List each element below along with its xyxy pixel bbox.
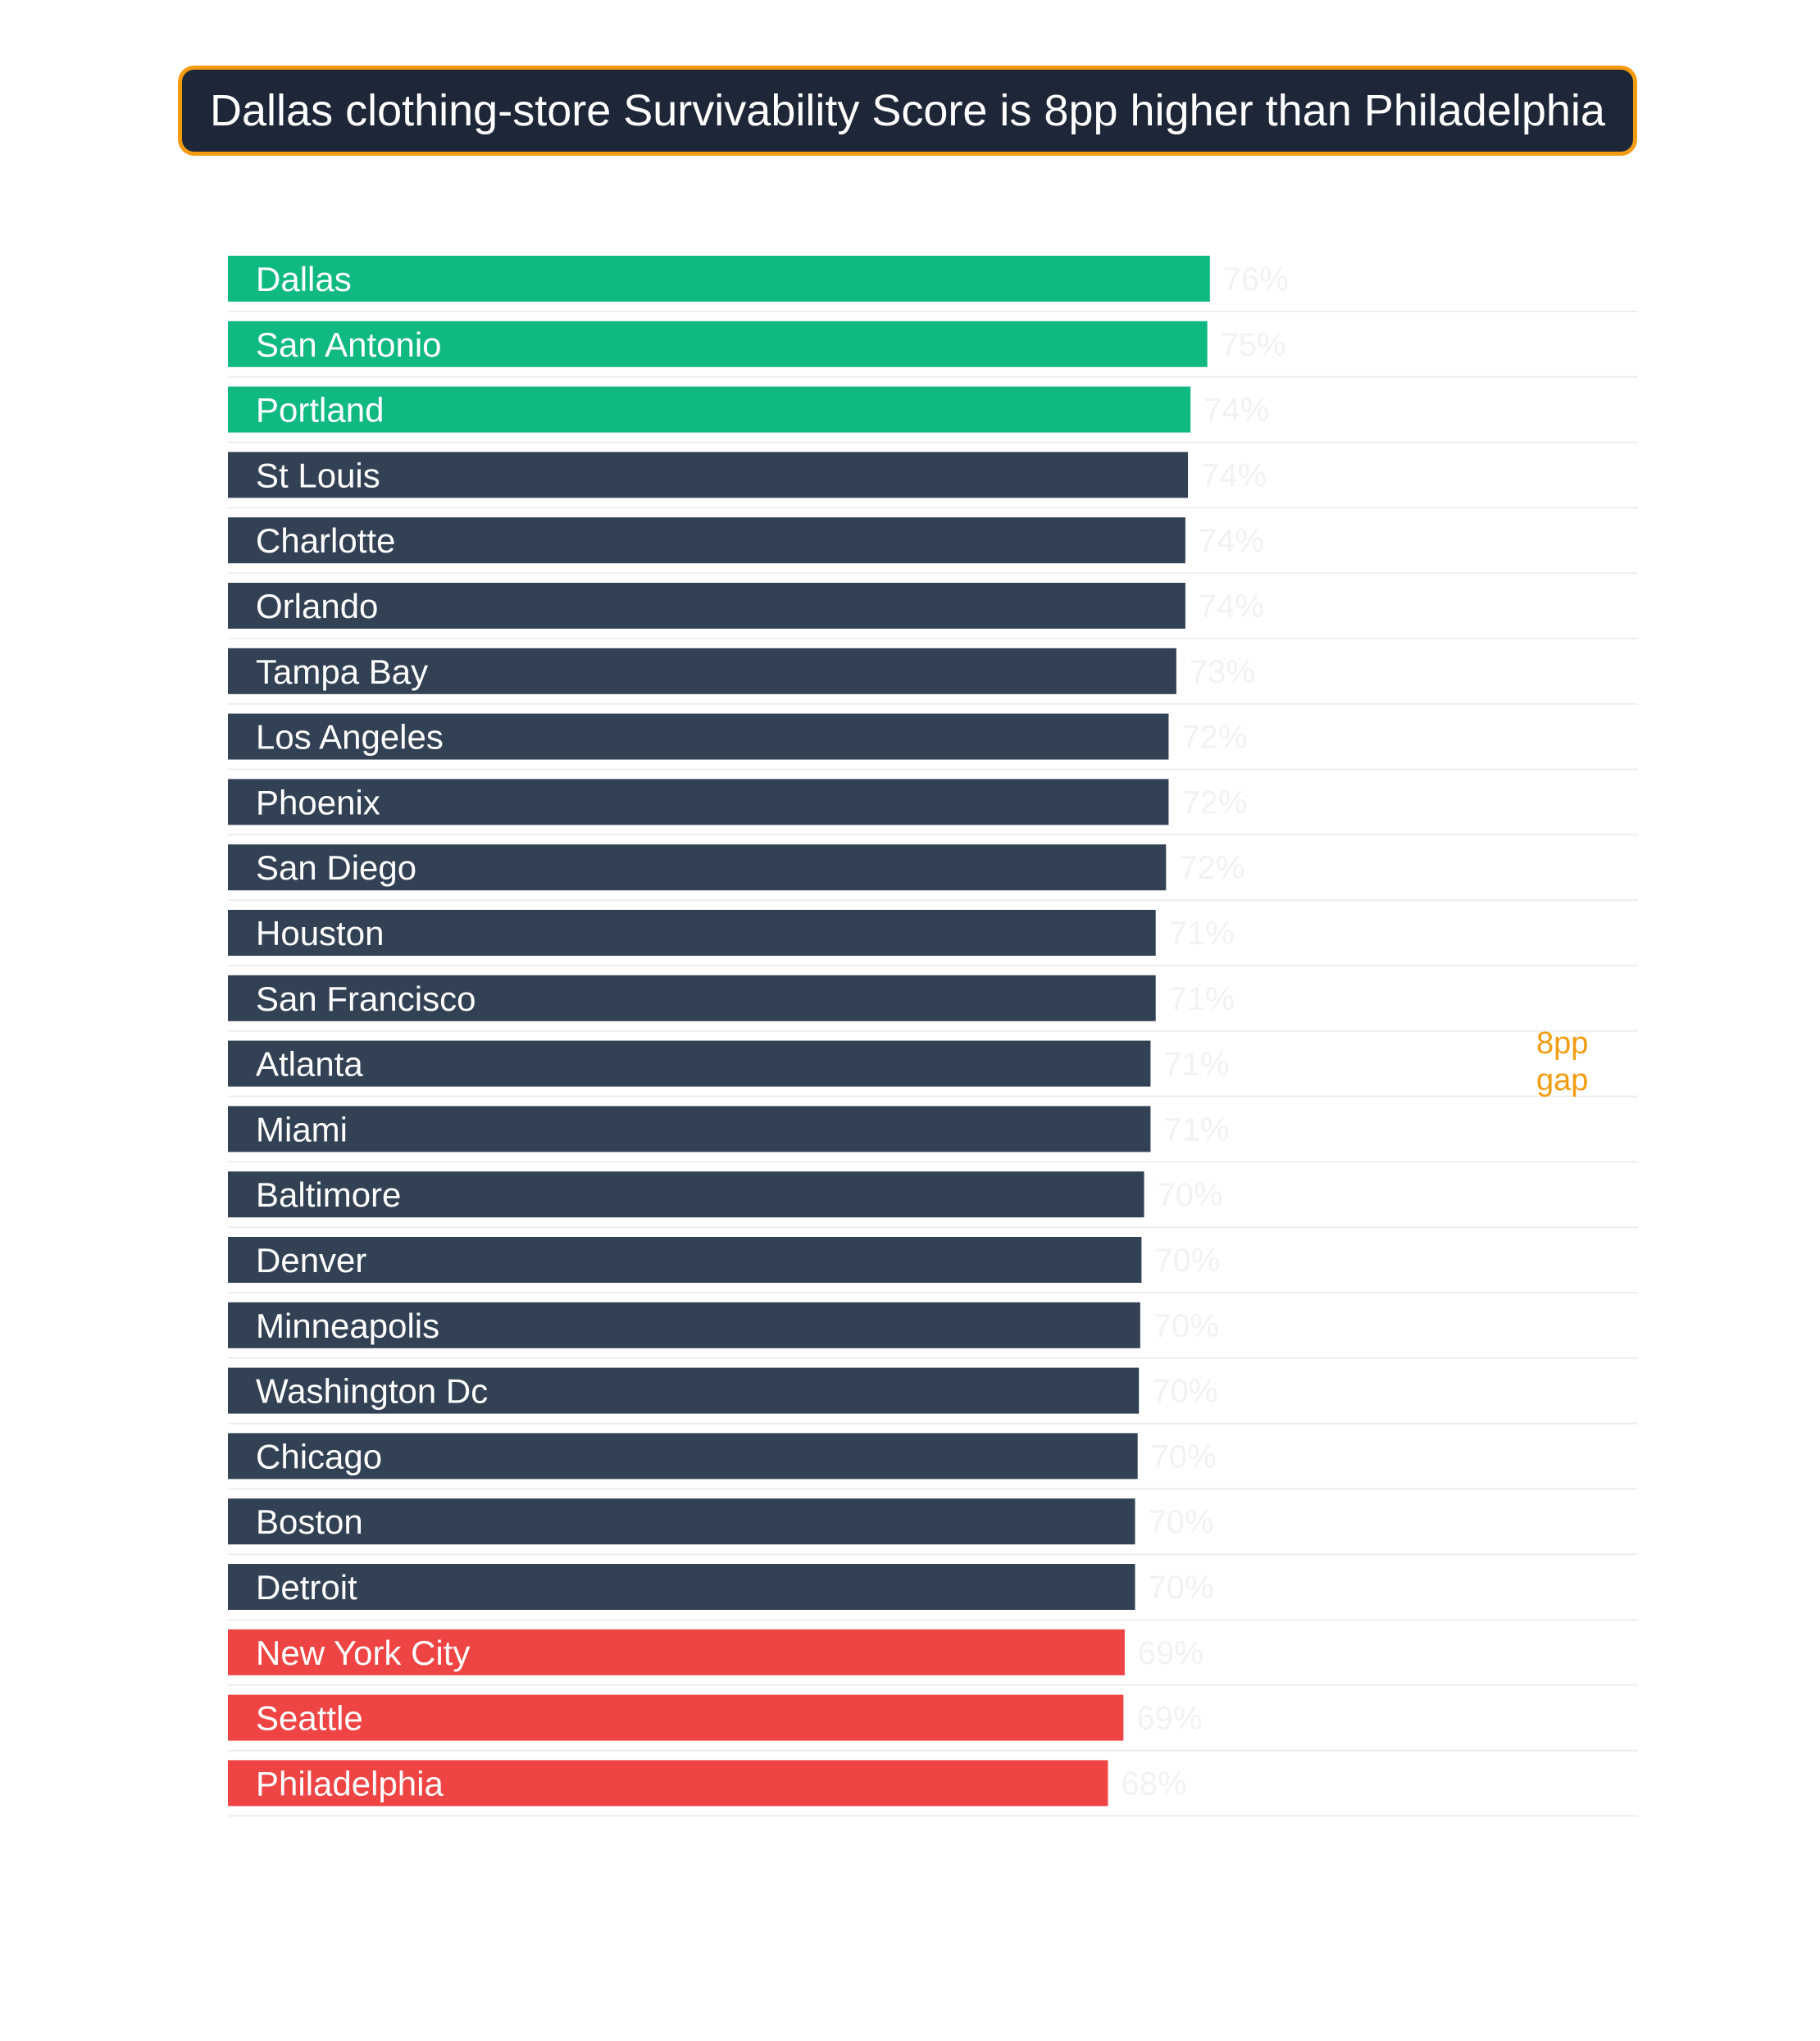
bar-value-label: 69% [1137, 1634, 1203, 1671]
bar-value-label: 74% [1198, 523, 1264, 560]
bar-value-label: 71% [1163, 1111, 1230, 1148]
bar-category-label: St Louis [256, 456, 380, 495]
bar [228, 1498, 1135, 1544]
bar-category-label: Seattle [256, 1698, 363, 1738]
bar-value-label: 73% [1189, 653, 1255, 690]
bar-category-label: Los Angeles [256, 717, 444, 757]
bar [228, 1041, 1150, 1087]
bar-value-label: 70% [1153, 1307, 1219, 1344]
bar-category-label: Minneapolis [256, 1306, 440, 1345]
bar-category-label: New York City [256, 1633, 471, 1672]
bar-category-label: Chicago [256, 1437, 383, 1476]
bar-category-label: Houston [256, 914, 384, 952]
bar-category-label: Philadelphia [256, 1764, 444, 1803]
bar-category-label: Orlando [256, 587, 379, 625]
bar-category-label: Miami [256, 1110, 348, 1149]
bar-value-label: 75% [1220, 326, 1286, 363]
bar-category-label: Denver [256, 1241, 367, 1280]
bar-category-label: Washington Dc [256, 1371, 489, 1411]
chart-title: Dallas clothing-store Survivability Score is 8pp higher than Philadelphia [178, 66, 1637, 156]
bar-value-label: 68% [1121, 1766, 1187, 1802]
bar-category-label: Portland [256, 390, 384, 430]
bar-value-label: 72% [1181, 719, 1248, 756]
bar-value-label: 71% [1163, 1046, 1230, 1083]
bar-category-label: Baltimore [256, 1175, 402, 1215]
bar-value-label: 70% [1148, 1504, 1214, 1541]
bar-category-label: Dallas [256, 260, 352, 298]
bar-value-label: 74% [1201, 457, 1267, 494]
bar-value-label: 70% [1152, 1373, 1218, 1410]
bar [228, 256, 1210, 302]
bar-category-label: Atlanta [256, 1044, 363, 1084]
bar-value-label: 69% [1136, 1700, 1203, 1737]
bar-value-label: 70% [1154, 1243, 1221, 1279]
bar-category-label: San Antonio [256, 325, 442, 364]
bar-value-label: 72% [1179, 850, 1245, 887]
bars-group [228, 256, 1638, 1816]
bar-value-label: 71% [1168, 916, 1235, 952]
bar-value-label: 74% [1198, 589, 1264, 625]
bar-value-label: 70% [1148, 1570, 1214, 1606]
bar-category-label: Detroit [256, 1568, 357, 1607]
bar-value-label: 70% [1157, 1177, 1223, 1214]
bar-category-label: San Diego [256, 848, 417, 888]
bar-value-label: 70% [1150, 1439, 1217, 1475]
bar [228, 1564, 1135, 1610]
bar-category-label: San Francisco [256, 979, 476, 1018]
bar-category-label: Boston [256, 1502, 363, 1542]
bar [228, 1106, 1150, 1152]
gap-annotation-line1: 8pp [1536, 1026, 1589, 1061]
bar-category-label: Phoenix [256, 783, 380, 822]
bar-value-label: 71% [1168, 980, 1235, 1017]
gap-annotation-line2: gap [1536, 1063, 1589, 1098]
bar-value-label: 72% [1181, 784, 1248, 821]
bar-category-label: Tampa Bay [256, 652, 429, 691]
bar-value-label: 76% [1222, 261, 1289, 298]
bar-value-label: 74% [1203, 392, 1270, 429]
bar-category-label: Charlotte [256, 521, 396, 561]
